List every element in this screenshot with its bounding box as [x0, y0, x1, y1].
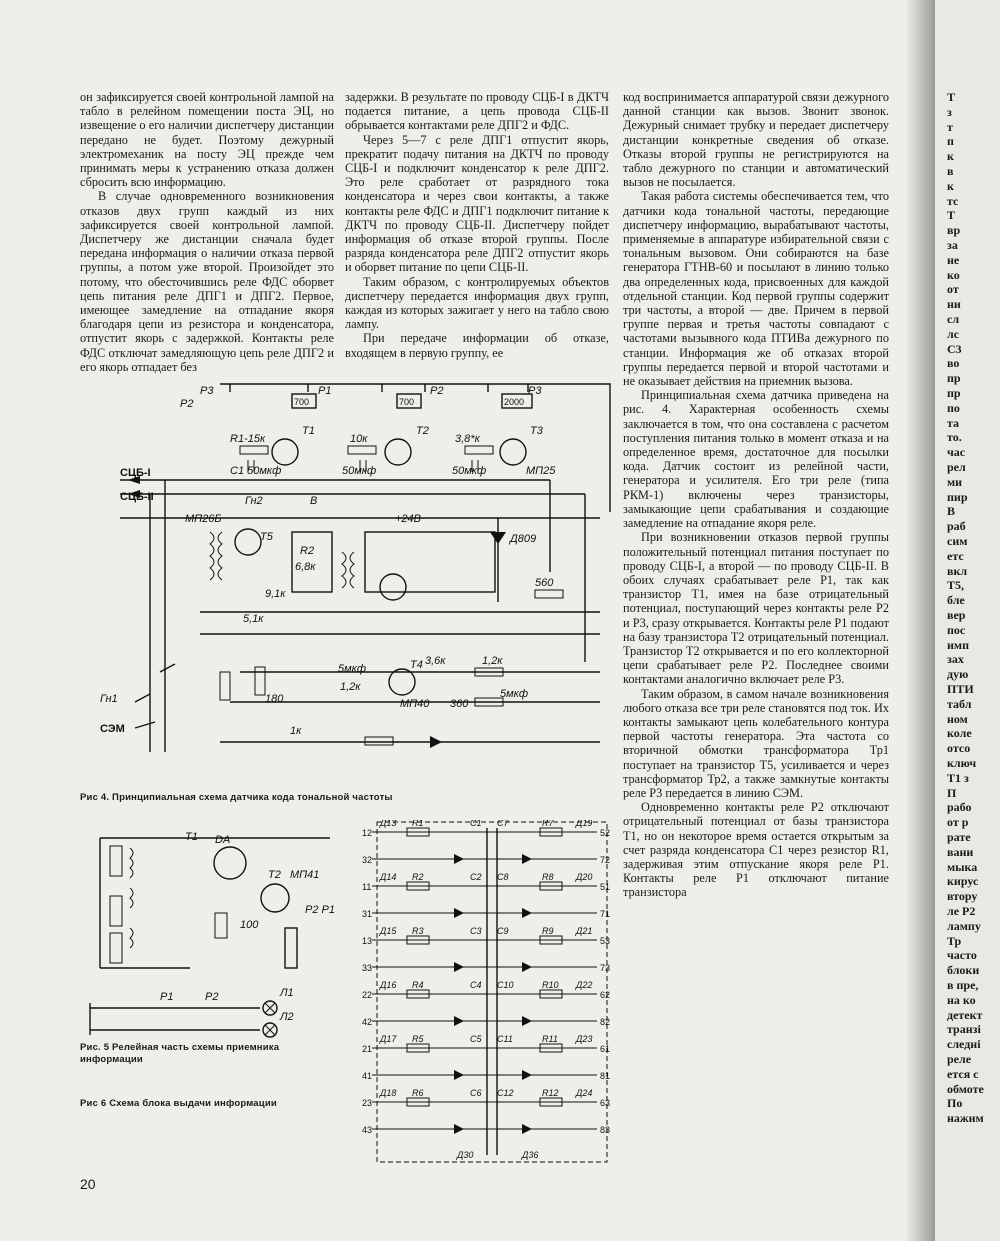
label-gn2: Гн2: [245, 495, 263, 507]
paragraph: Принципиальная схема датчика приведена на рис. 4. Характерная особенность схемы заключается в том, что она составлена с расчетом поступления питания только в момент отказа и на определенное время, достаточное для посылки кода. Датчик состоит из релейной части, генератора и усилителя. Его три реле (типа РКМ-1) включены через транзисторы, замыкающие цепи срабатывания и создающие замедление на отпадание якоря реле.: [623, 388, 889, 531]
next-page-fragment: дую: [947, 667, 969, 682]
label-5-1k: 5,1к: [243, 613, 264, 625]
label-6-8k: 6,8к: [295, 561, 316, 573]
fig5-100: 100: [240, 919, 259, 931]
fig6-right-pin: 83: [600, 1125, 611, 1135]
next-page-fragment: втору: [947, 889, 978, 904]
label-sem: СЭМ: [100, 723, 125, 735]
fig6-label: R5: [412, 1034, 424, 1044]
next-page-fragment: коле: [947, 726, 972, 741]
next-page-fragment: час: [947, 445, 966, 460]
next-page-fragment: пир: [947, 489, 968, 504]
fig6-right-pin: 63: [600, 1098, 611, 1108]
label-p3b: Р3: [528, 385, 542, 397]
next-page-fragment: пр: [947, 386, 961, 400]
next-page-fragment: ПТИ: [947, 682, 974, 696]
coil-value: 2000: [504, 397, 525, 407]
fig6-label: С6: [470, 1088, 482, 1098]
next-page-fragment: пос: [947, 622, 966, 637]
paragraph: код воспринимается аппаратурой связи дежурного данной станции как вызов. Звонит звонок. Дежурный снимает трубку и передает диспетчеру дистанции конкретные сведения об отказе. Отказы второй группы не регистрируются на табло дежурного по станции и автоматический вызов не посылается.: [623, 90, 889, 190]
next-page-fragment: сл: [947, 312, 960, 326]
next-page-fragment: следні: [947, 1037, 981, 1052]
fig6-label: R8: [542, 872, 554, 882]
next-page-fragment: имп: [947, 637, 970, 652]
fig6-right-pin: 71: [600, 909, 611, 919]
next-page-edge: [935, 0, 1000, 1241]
fig6-label: С9: [497, 926, 509, 936]
next-page-fragment: нажим: [947, 1111, 984, 1126]
next-page-fragment: вер: [947, 608, 966, 622]
fig6-label: С7: [497, 820, 509, 828]
fig6-diode: [454, 854, 464, 864]
gutter-shadow: [905, 0, 935, 1241]
label-t2: Т2: [416, 425, 429, 437]
paragraph: Через 5—7 с реле ДПГ1 отпустит якорь, прекратит подачу питания на ДКТЧ по проводу СЦБ-I и подключит конденсатор к реле ДПГ2. Это реле сработает от разрядного тока конденсатора и через свои контакты, а также контакты реле ФДС и ДПГ1 подключит питание к ДКТЧ по проводу СЦБ-II. Диспетчеру пойдет информация об отказе второй группы. После разряда конденсатора реле ДПГ2 отпустит якорь и оборвет питание по цепи СЦБ-II.: [345, 132, 609, 275]
label-scb2: СЦБ-II: [120, 491, 154, 503]
label-360: 360: [450, 698, 469, 710]
page-number: 20: [80, 1176, 96, 1192]
fig5-p2b: Р2: [205, 991, 219, 1003]
fig6-label: Д15: [380, 926, 397, 936]
next-page-fragment: раб: [947, 519, 966, 534]
next-page-fragment: по: [947, 400, 960, 415]
coil-value: 700: [294, 397, 310, 407]
label-1k: 1к: [290, 725, 302, 737]
fig6-label: Д21: [576, 926, 593, 936]
fig6-label: Д19: [576, 820, 593, 828]
fig6-left-pin: 12: [362, 828, 373, 838]
next-page-fragment: П: [947, 785, 957, 800]
next-page-fragment: лампу: [947, 918, 981, 933]
next-page-fragment: в: [947, 164, 954, 178]
fig6-bottom-diode: Д36: [522, 1150, 539, 1160]
fig6-label: Д23: [576, 1034, 593, 1044]
text-column-1: [80, 90, 334, 374]
next-page-fragment: транзі: [947, 1022, 981, 1037]
next-page-fragment: рел: [947, 460, 966, 474]
fig6-diode: [454, 1124, 464, 1134]
fig6-label: С3: [470, 926, 482, 936]
label-560: 560: [535, 577, 554, 589]
next-page-fragment: реле: [947, 1052, 972, 1066]
next-page-fragment: во: [947, 356, 960, 371]
next-page-fragment: рате: [947, 830, 971, 844]
figure-4-caption: Рис 4. Принципиальная схема датчика кода тональной частоты: [80, 792, 393, 803]
fig6-label: R3: [412, 926, 424, 936]
paragraph: Такая работа системы обеспечивается тем, что датчики кода тональной частоты, передающие диспетчеру информацию, вырабатывают частоты, применяемые в аппаратуре избирательной связи с тональным вызовом. Они собираются на базе генератора ГТНВ-60 и посылают в линию только два определенных кода, присвоенных для каждой отдельной станции. Код первой группы содержит три частоты, а второй — две. Причем в первой группе первая и третья частоты совпадают с частотами вызывного кода ПТИВа дежурного по станции. Информация же об отказах второй группы передается первой и второй частотами и не оказывает действия на приемник вызова.: [623, 189, 889, 389]
figure-6-schematic: [362, 820, 617, 1165]
fig5-t2: Т2: [268, 869, 281, 881]
next-page-fragment: зах: [947, 652, 964, 667]
label-mp26b: МП26Б: [185, 513, 222, 525]
fig6-left-pin: 31: [362, 909, 373, 919]
next-page-fragment: ко: [947, 267, 960, 282]
next-page-fragment: от: [947, 282, 959, 297]
label-1-2k: 1,2к: [482, 655, 503, 667]
fig6-label: Д18: [380, 1088, 397, 1098]
fig6-label: R9: [542, 926, 554, 936]
label-t4: Т4: [410, 659, 423, 671]
fig5-da: DA: [215, 834, 231, 846]
label-24v: +24В: [395, 513, 421, 525]
fig6-diode: [454, 1070, 464, 1080]
fig6-right-pin: 62: [600, 990, 611, 1000]
label-180: 180: [265, 693, 284, 705]
next-page-fragment: Т: [947, 208, 956, 223]
fig6-diode: [522, 1016, 532, 1026]
fig6-label: С4: [470, 980, 482, 990]
fig6-left-pin: 42: [362, 1017, 373, 1027]
figure-4-schematic: [80, 372, 615, 787]
next-page-fragment: Т5,: [947, 578, 965, 593]
label-mp25: МП25: [526, 465, 556, 477]
next-page-fragment: вкл: [947, 563, 968, 578]
next-page-fragment: мыка: [947, 859, 978, 874]
label-d809: Д809: [510, 533, 537, 545]
next-page-fragment: т: [947, 119, 953, 134]
fig6-left-pin: 33: [362, 963, 373, 973]
label-gn1: Гн1: [100, 693, 118, 705]
paragraph: Таким образом, в самом начале возникновения любого отказа все три реле становятся под ток. Их контакты замыкают цепь колебательного контура первой частоты генератора. Эта частота со вторичной обмотки трансформатора Тр1 поступает на транзистор Т5, усиливается и через трансформатор Тр2, а также замкнутые контакты реле Р3 передается в линию СЭМ.: [623, 686, 889, 800]
fig6-label: Д14: [380, 872, 397, 882]
label-cap: 50мкф: [342, 465, 377, 477]
fig6-label: R2: [412, 872, 424, 882]
next-page-fragment: кирус: [947, 874, 979, 889]
fig6-left-pin: 13: [362, 936, 373, 946]
fig6-label: С10: [497, 980, 514, 990]
next-page-fragment: обмоте: [947, 1081, 984, 1096]
label-t3: Т3: [530, 425, 543, 437]
next-page-fragment: п: [947, 134, 954, 149]
fig6-label: R7: [542, 820, 554, 828]
next-page-fragment: ется с: [947, 1066, 979, 1081]
next-page-fragment: С3: [947, 341, 962, 356]
fig6-bottom-diode: Д30: [457, 1150, 474, 1160]
next-page-fragment: В: [947, 504, 956, 519]
fig6-right-pin: 72: [600, 855, 611, 865]
fig6-right-pin: 53: [600, 936, 611, 946]
fig6-left-pin: 32: [362, 855, 373, 865]
fig6-label: Д22: [576, 980, 593, 990]
next-page-fragment: вр: [947, 223, 961, 238]
next-page-fragment: Тр: [947, 933, 962, 948]
label-3-8k: 3,8*к: [455, 433, 480, 445]
next-page-fragment: к: [947, 149, 954, 164]
fig5-l2: Л2: [280, 1011, 294, 1023]
fig6-diode: [522, 962, 532, 972]
paragraph: При возникновении отказов первой группы положительный потенциал питания поступает по проводу СЦБ-I, а второй — по проводу СЦБ-II. В обоих случаях срабатывает реле Р1, так как транзистор Т1, имея на базе отрицательный потенциал, поступающий через контакты реле Р2 и Р3, сразу открывается. Контакты реле Р1 подают на базу транзистора Т2 отрицательный потенциал. Транзистор Т2 открывается и по его коллекторной цепи срабатывает реле Р2. Последнее своими контактами аналогично включает реле Р3.: [623, 530, 889, 687]
figure-5-schematic: [80, 818, 345, 1040]
fig6-left-pin: 22: [362, 990, 373, 1000]
fig6-left-pin: 41: [362, 1071, 373, 1081]
next-page-fragment: ми: [947, 474, 963, 489]
fig6-left-pin: 43: [362, 1125, 373, 1135]
fig6-diode: [454, 962, 464, 972]
next-page-fragment: ле Р2: [947, 904, 976, 918]
label-3-6k: 3,6к: [425, 655, 446, 667]
fig6-label: R4: [412, 980, 424, 990]
next-page-fragment: часто: [947, 948, 977, 963]
label-r2: R2: [300, 545, 315, 557]
fig6-right-pin: 73: [600, 963, 611, 973]
fig6-label: Д16: [380, 980, 397, 990]
fig6-label: С12: [497, 1088, 514, 1098]
next-page-fragment: ном: [947, 711, 968, 726]
label-5mkf: 5мкф: [338, 663, 367, 675]
paragraph: задержки. В результате по проводу СЦБ-I в ДКТЧ подается питание, а цепь провода СЦБ-II обрывается контактами реле ДПГ2 и ФДС.: [345, 90, 609, 133]
fig6-right-pin: 81: [600, 1071, 611, 1081]
fig6-right-pin: 51: [600, 882, 611, 892]
fig6-diode: [522, 854, 532, 864]
next-page-fragment: рабо: [947, 800, 972, 815]
paragraph: При передаче информации об отказе, входящем в первую группу, ее: [345, 331, 609, 360]
paragraph: Одновременно контакты реле Р2 отключают отрицательный потенциал от базы транзистора Т1, но он некоторое время остается открытым за счет разряда конденсатора С1 через резистор R1, задерживая этим отпускание якоря реле Р1. Контакты реле Р1 отключают питание транзистора: [623, 800, 889, 900]
fig5-t1: Т1: [185, 831, 198, 843]
next-page-fragment: не: [947, 252, 960, 267]
next-page-fragment: Т1 з: [947, 770, 969, 785]
next-page-fragment: отсо: [947, 741, 971, 756]
next-page-fragment: сим: [947, 534, 968, 548]
figure-6-caption: Рис 6 Схема блока выдачи информации: [80, 1098, 277, 1109]
text-column-2: [345, 90, 609, 360]
next-page-fragment: тс: [947, 193, 959, 208]
fig5-mp41: МП41: [290, 869, 320, 881]
label-1-2k-b: 1,2к: [340, 681, 361, 693]
fig6-left-pin: 21: [362, 1044, 373, 1054]
next-page-fragment: блоки: [947, 963, 980, 978]
fig6-label: Д13: [380, 820, 397, 828]
fig5-p2: Р2 Р1: [305, 904, 335, 916]
fig6-diode: [522, 1070, 532, 1080]
fig6-left-pin: 23: [362, 1098, 373, 1108]
fig6-right-pin: 52: [600, 828, 611, 838]
label-t5: Т5: [260, 531, 273, 543]
next-page-fragment: в пре,: [947, 978, 979, 992]
fig6-diode: [454, 908, 464, 918]
fig6-label: Д20: [576, 872, 593, 882]
label-p2: Р2: [180, 398, 194, 410]
paragraph: он зафиксируется своей контрольной лампой на табло в релейном помещении поста ЭЦ, но извещение о его наличии диспетчеру дистанции передано не будет. Поэтому дежурный электромеханик на посту ЭЦ прежде чем принимать меры к устранению отказа должен сбросить всю информацию.: [80, 90, 334, 190]
label-cap: 50мкф: [452, 465, 487, 477]
next-page-fragment: от р: [947, 815, 969, 830]
next-page-fragment: з: [947, 104, 952, 119]
fig6-diode: [522, 908, 532, 918]
next-page-fragment: детект: [947, 1007, 983, 1022]
next-page-fragment: вани: [947, 844, 974, 859]
label-r1: R1-15к: [230, 433, 266, 445]
next-page-fragment: Т: [947, 90, 956, 104]
fig5-l1: Л1: [280, 987, 294, 999]
label-p2b: Р2: [430, 385, 444, 397]
next-page-fragment: ни: [947, 297, 961, 312]
fig6-label: С11: [497, 1034, 513, 1044]
label-c1: С1 50мкф: [230, 465, 282, 477]
fig6-label: Д17: [380, 1034, 397, 1044]
fig6-diode: [522, 1124, 532, 1134]
next-page-fragment: етс: [947, 548, 964, 563]
label-scb1: СЦБ-I: [120, 467, 151, 479]
next-page-fragment: пр: [947, 371, 961, 386]
fig6-label: R12: [542, 1088, 559, 1098]
paragraph: В случае одновременного возникновения отказов двух групп каждый из них зафиксируется своей контрольной лампой. Диспетчеру же дистанции сначала будет передана информация о наличии отказа первой группы, а потом уже второй. Произойдет это потому, что обесточившись реле ФДС оборвет цепь питания реле ДПГ1 и ДПГ2. Первое, имеющее замедление на отпадание якоря благодаря цепи из резистора и конденсатора, отпустит якорь с задержкой. Контакты реле ФДС отключат замедляющую цепь реле ДПГ2 и его якорь отпадает без: [80, 189, 334, 374]
next-page-fragment: табл: [947, 696, 972, 711]
fig6-label: R11: [542, 1034, 558, 1044]
fig6-diode: [454, 1016, 464, 1026]
figure-5-caption: Рис. 5 Релейная часть схемы приемника информации: [80, 1042, 280, 1065]
label-9-1k: 9,1к: [265, 588, 286, 600]
fig6-label: R10: [542, 980, 559, 990]
fig6-label: С1: [470, 820, 482, 828]
next-page-fragment: та: [947, 415, 960, 430]
label-t1: Т1: [302, 425, 315, 437]
next-page-fragment: к: [947, 178, 954, 193]
fig6-right-pin: 82: [600, 1017, 611, 1027]
fig6-left-pin: 11: [362, 882, 372, 892]
next-page-fragment: то.: [947, 430, 962, 445]
coil-value: 700: [399, 397, 415, 407]
fig5-p1: Р1: [160, 991, 174, 1003]
label-5mkf-b: 5мкф: [500, 688, 529, 700]
fig6-right-pin: 61: [600, 1044, 611, 1054]
fig6-label: С8: [497, 872, 509, 882]
label-10k: 10к: [350, 433, 368, 445]
next-page-fragment: за: [947, 238, 958, 252]
next-page-fragment: По: [947, 1096, 963, 1111]
next-page-fragment: бле: [947, 593, 965, 608]
text-column-3: [623, 90, 889, 900]
label-p3: Р3: [200, 385, 214, 397]
label-p1: Р1: [318, 385, 332, 397]
next-page-fragment: на ко: [947, 992, 976, 1007]
fig6-label: С2: [470, 872, 482, 882]
label-b: В: [310, 495, 318, 507]
next-page-fragment: лс: [947, 326, 960, 341]
fig6-label: R6: [412, 1088, 424, 1098]
label-mp40: МП40: [400, 698, 430, 710]
fig6-label: С5: [470, 1034, 482, 1044]
next-page-fragment: ключ: [947, 756, 977, 770]
paragraph: Таким образом, с контролируемых объектов диспетчеру передается информация двух групп, каждая из которых зажигает у него на табло свою лампу.: [345, 274, 609, 332]
fig6-label: Д24: [576, 1088, 593, 1098]
fig6-label: R1: [412, 820, 424, 828]
